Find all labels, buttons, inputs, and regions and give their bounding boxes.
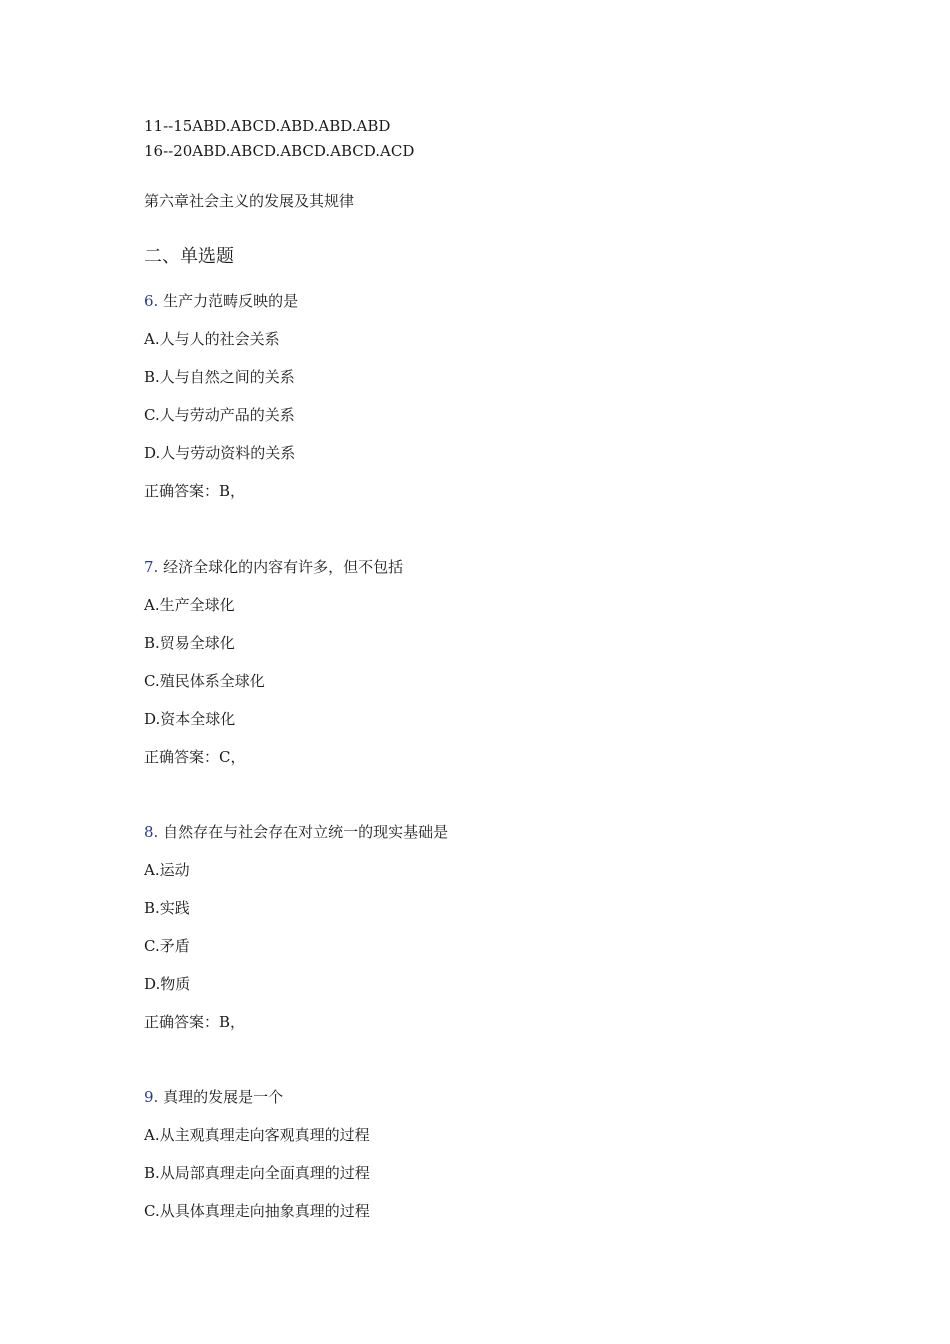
- answer-key-line-1: 11--15ABD.ABCD.ABD.ABD.ABD: [144, 117, 391, 135]
- question-7-option-a: A.生产全球化: [144, 596, 235, 614]
- question-7-stem: [144, 557, 403, 577]
- question-number: 6.: [144, 292, 159, 310]
- question-8-option-c: C.矛盾: [144, 937, 190, 955]
- question-7-answer: 正确答案：C，: [144, 748, 246, 766]
- question-9-stem: [144, 1087, 283, 1107]
- question-8-stem: [144, 822, 448, 842]
- question-6-option-a: A.人与人的社会关系: [144, 330, 280, 348]
- question-8-option-a: A.运动: [144, 861, 190, 879]
- answer-key-line-2: 16--20ABD.ABCD.ABCD.ABCD.ACD: [144, 142, 415, 160]
- question-6-stem: [144, 291, 298, 311]
- question-7-option-c: C.殖民体系全球化: [144, 672, 265, 690]
- question-6-option-c: C.人与劳动产品的关系: [144, 406, 295, 424]
- question-6-answer: 正确答案：B，: [144, 482, 246, 500]
- question-7-option-d: D.资本全球化: [144, 710, 236, 728]
- question-text: 真理的发展是一个: [163, 1088, 284, 1106]
- question-text: 经济全球化的内容有许多，但不包括: [163, 558, 404, 576]
- chapter-title: 第六章社会主义的发展及其规律: [144, 192, 355, 210]
- question-8-option-b: B.实践: [144, 899, 190, 917]
- question-text: 生产力范畴反映的是: [163, 292, 299, 310]
- section-title: 二、单选题: [144, 246, 234, 267]
- question-text: 自然存在与社会存在对立统一的现实基础是: [163, 823, 449, 841]
- question-8-option-d: D.物质: [144, 975, 191, 993]
- question-8-answer: 正确答案：B，: [144, 1013, 246, 1031]
- question-number: 8.: [144, 823, 159, 841]
- question-9-option-c: C.从具体真理走向抽象真理的过程: [144, 1202, 370, 1220]
- question-9-option-b: B.从局部真理走向全面真理的过程: [144, 1164, 370, 1182]
- question-number: 7.: [144, 558, 159, 576]
- question-7-option-b: B.贸易全球化: [144, 634, 235, 652]
- question-6-option-d: D.人与劳动资料的关系: [144, 444, 296, 462]
- question-6-option-b: B.人与自然之间的关系: [144, 368, 295, 386]
- question-9-option-a: A.从主观真理走向客观真理的过程: [144, 1126, 370, 1144]
- question-number: 9.: [144, 1088, 159, 1106]
